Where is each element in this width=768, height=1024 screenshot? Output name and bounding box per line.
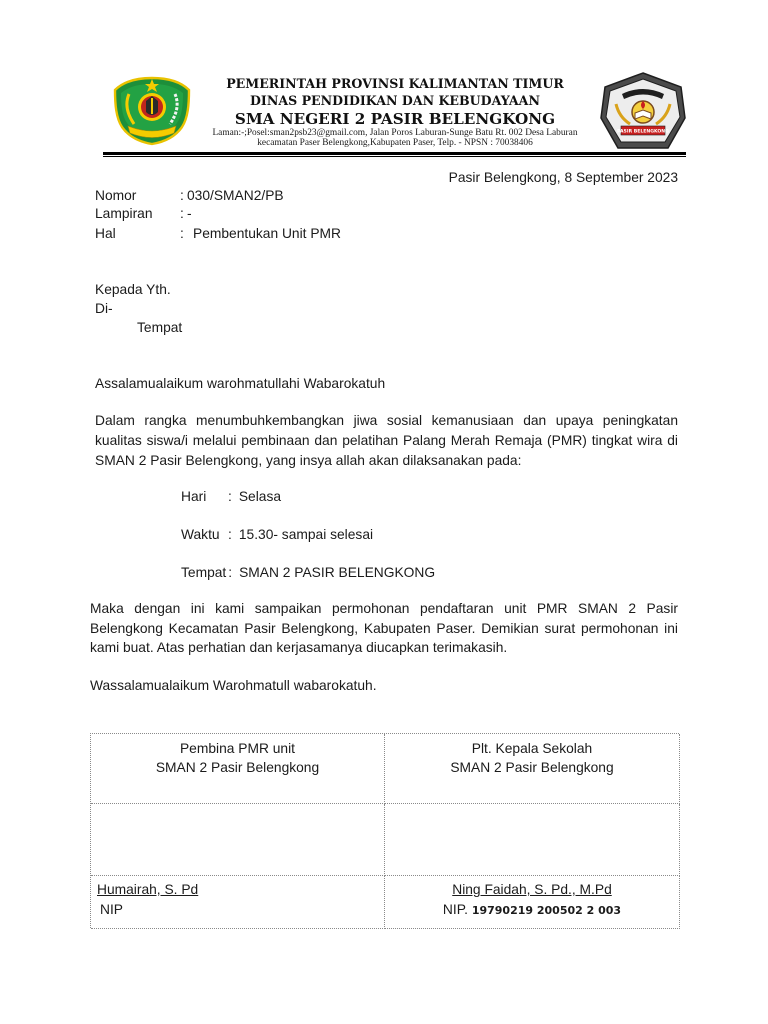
paragraph-line: Maka dengan ini kami sampaikan permohonan pendaftaran unit PMR SMAN 2 Pasir bbox=[90, 601, 678, 616]
paragraph-line: Dalam rangka menumbuhkembangkan jiwa sosial kemanusiaan dan upaya peningkatan bbox=[95, 413, 678, 428]
recipient-line-3: Tempat bbox=[137, 320, 183, 335]
detail-separator: : bbox=[228, 489, 232, 504]
detail-separator: : bbox=[228, 527, 232, 542]
signature-cell-left-heading bbox=[91, 734, 385, 804]
detail-separator: : bbox=[228, 565, 233, 580]
school-emblem-lettering: PASIR BELENGKONG bbox=[617, 129, 669, 135]
detail-value: SMAN 2 PASIR BELENGKONG bbox=[239, 565, 436, 580]
detail-row-waktu bbox=[181, 525, 373, 545]
meta-row-hal bbox=[95, 224, 515, 244]
signatory-title: Pembina PMR unit bbox=[179, 741, 296, 756]
detail-row-tempat bbox=[181, 563, 435, 583]
detail-value: Selasa bbox=[238, 489, 282, 504]
signatory-unit: SMAN 2 Pasir Belengkong bbox=[450, 760, 614, 775]
signature-table bbox=[90, 733, 679, 928]
letterhead-department: DINAS PENDIDIKAN DAN KEBUDAYAAN bbox=[250, 93, 540, 108]
letterhead-divider bbox=[103, 152, 686, 157]
signature-space-right bbox=[385, 804, 680, 876]
signature-cell-left-name bbox=[91, 876, 385, 929]
body-paragraph-1 bbox=[95, 411, 678, 471]
paragraph-line: SMAN 2 Pasir Belengkong, yang insya allah akan dilaksanakan pada: bbox=[95, 453, 522, 468]
signature-cell-right-name bbox=[385, 876, 680, 929]
letterhead-school-name: SMA NEGERI 2 PASIR BELENGKONG bbox=[234, 110, 556, 128]
signatory-name: Humairah, S. Pd bbox=[97, 882, 199, 897]
recipient-line-1: Kepada Yth. bbox=[95, 282, 171, 297]
signatory-nip-label: NIP. bbox=[442, 902, 468, 917]
provincial-emblem-icon bbox=[112, 74, 192, 146]
detail-row-hari bbox=[181, 487, 281, 507]
meta-separator: : bbox=[180, 226, 184, 241]
signatory-nip-label: NIP bbox=[100, 902, 123, 917]
detail-value: 15.30- sampai selesai bbox=[238, 527, 374, 542]
paragraph-line: kualitas siswa/i melalui pembinaan dan pelatihan Palang Merah Remaja (PMR) tingkat wira di bbox=[95, 433, 678, 448]
meta-row-nomor bbox=[95, 186, 515, 206]
meta-row-lampiran bbox=[95, 204, 515, 224]
meta-separator: : bbox=[180, 206, 184, 221]
letterhead-government: PEMERINTAH PROVINSI KALIMANTAN TIMUR bbox=[226, 76, 564, 91]
meta-label: Lampiran bbox=[95, 206, 153, 221]
letter-date: Pasir Belengkong, 8 September 2023 bbox=[448, 170, 678, 185]
meta-separator: : bbox=[180, 188, 184, 203]
signatory-nip-number: 19790219 200502 2 003 bbox=[471, 904, 622, 917]
school-emblem-graphic bbox=[600, 72, 686, 150]
recipient-line-2: Di- bbox=[95, 301, 113, 316]
letterhead-address-line-2: kecamatan Paser Belengkong,Kabupaten Paser, Telp. - NPSN : 70038406 bbox=[257, 138, 533, 148]
signatory-name: Ning Faidah, S. Pd., M.Pd bbox=[452, 882, 612, 897]
detail-label: Waktu bbox=[181, 527, 220, 542]
meta-value: Pembentukan Unit PMR bbox=[193, 226, 341, 241]
meta-value: 030/SMAN2/PB bbox=[187, 188, 284, 203]
paragraph-line: kami buat. Atas perhatian dan kerjasamanya diucapkan terimakasih. bbox=[90, 640, 508, 655]
paragraph-line: Belengkong Kecamatan Pasir Belengkong, Kabupaten Paser. Demikian surat permohonan ini bbox=[90, 620, 678, 636]
body-paragraph-2 bbox=[90, 599, 678, 658]
closing-salutation: Wassalamualaikum Warohmatull wabarokatuh. bbox=[90, 678, 377, 693]
signatory-title: Plt. Kepala Sekolah bbox=[471, 741, 593, 756]
detail-label: Tempat bbox=[181, 565, 227, 580]
letterhead-address-line-1: Laman:-;Posel:sman2psb23@gmail.com, Jalan Poros Laburan-Sunge Batu Rt. 002 Desa Laburan bbox=[212, 128, 578, 138]
provincial-emblem-graphic bbox=[112, 74, 192, 146]
detail-label: Hari bbox=[181, 489, 207, 504]
signature-space-left bbox=[91, 804, 385, 876]
meta-label: Nomor bbox=[95, 188, 137, 203]
meta-label: Hal bbox=[95, 226, 116, 241]
school-emblem-icon bbox=[600, 72, 686, 150]
signatory-nip-line bbox=[385, 900, 679, 921]
meta-value: - bbox=[187, 206, 192, 221]
signature-cell-right-heading bbox=[385, 734, 680, 804]
greeting: Assalamualaikum warohmatullahi Wabarokatuh bbox=[95, 376, 386, 391]
signatory-unit: SMAN 2 Pasir Belengkong bbox=[155, 760, 320, 775]
